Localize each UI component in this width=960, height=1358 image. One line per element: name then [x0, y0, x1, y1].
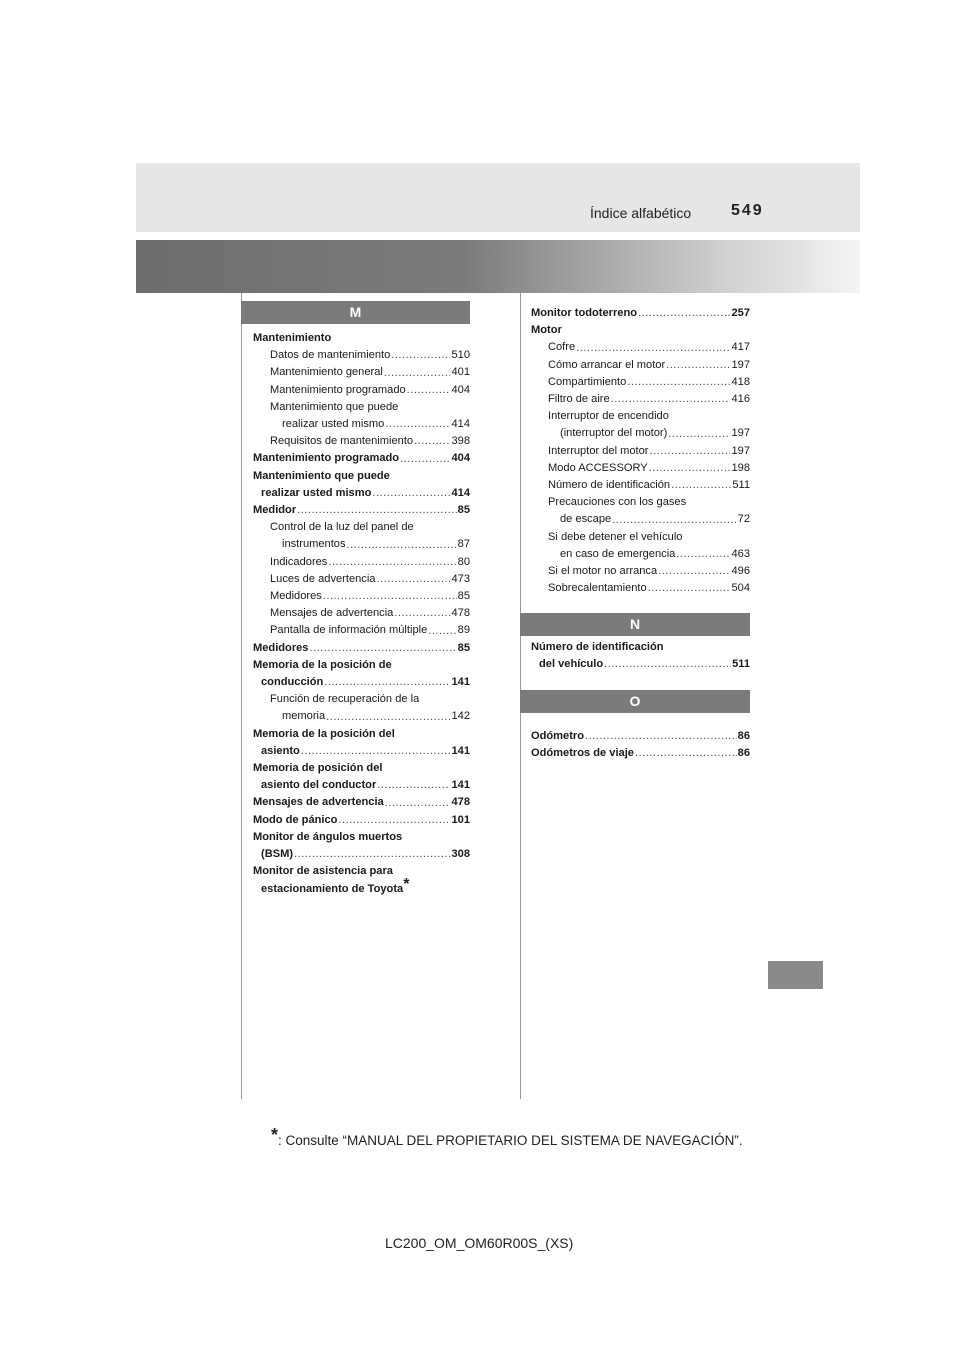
- index-entry: [253, 347, 470, 364]
- index-page-number: 308: [451, 848, 470, 861]
- index-entry: [531, 546, 750, 563]
- dot-leader: [612, 512, 736, 529]
- index-heading-text: Memoria de la posición del: [253, 727, 395, 740]
- dot-leader: [658, 563, 730, 580]
- index-page-number: 141: [451, 744, 470, 757]
- dot-leader: [385, 416, 450, 433]
- index-entry-text: de escape: [560, 513, 612, 526]
- page-number: 549: [731, 202, 764, 219]
- index-entry-text: instrumentos: [282, 538, 346, 551]
- index-heading-text: Mantenimiento que puede: [270, 400, 399, 413]
- index-entry-text: Mensajes de advertencia: [253, 796, 384, 809]
- dot-leader: [414, 433, 450, 450]
- gradient-banner: [136, 240, 860, 293]
- index-heading-text: Precauciones con los gases: [548, 496, 687, 509]
- section-header-n: N: [520, 613, 750, 636]
- index-page-number: 401: [451, 366, 470, 379]
- dot-leader: [650, 443, 731, 460]
- index-page-number: 404: [451, 452, 470, 465]
- index-page-number: 510: [451, 349, 470, 362]
- index-heading: [253, 519, 470, 536]
- index-entry-text: Medidores: [270, 590, 322, 603]
- dot-leader: [377, 777, 450, 794]
- footnote-star: *: [271, 1125, 279, 1145]
- dot-leader: [391, 347, 450, 364]
- column-divider-left: [241, 293, 242, 1099]
- index-heading: [531, 639, 750, 656]
- index-page-number: 197: [731, 358, 750, 371]
- index-entry: [253, 588, 470, 605]
- index-entry-text: realizar usted mismo: [282, 418, 385, 431]
- index-heading-text: Motor: [531, 324, 562, 337]
- index-heading-text: Número de identificación: [531, 641, 664, 653]
- index-heading-text: Memoria de posición del: [253, 762, 383, 775]
- dot-leader: [324, 674, 450, 691]
- index-heading: [253, 875, 470, 898]
- index-entry: [253, 502, 470, 519]
- index-page-number: 414: [451, 418, 470, 431]
- index-heading: [531, 322, 750, 339]
- index-entry-text: Cofre: [548, 341, 576, 354]
- index-entry-text: Indicadores: [270, 555, 328, 568]
- index-page-number: 198: [731, 461, 750, 474]
- dot-leader: [297, 502, 457, 519]
- index-entry-text: Mantenimiento programado: [270, 383, 406, 396]
- index-entry: [253, 812, 470, 829]
- index-heading-text: Mantenimiento que puede: [253, 469, 390, 482]
- dot-leader: [384, 365, 451, 382]
- index-entry: [253, 554, 470, 571]
- index-entry: [253, 708, 470, 725]
- index-entry-text: conducción: [261, 676, 324, 689]
- index-heading-text: Memoria de la posición de: [253, 658, 392, 671]
- index-entry-text: Pantalla de información múltiple: [270, 624, 428, 637]
- index-page-number: 463: [731, 547, 750, 560]
- index-entry-text: memoria: [282, 710, 326, 723]
- header-band: [136, 163, 860, 232]
- index-page-number: 504: [731, 582, 750, 595]
- index-entry: [531, 443, 750, 460]
- index-heading-text: Monitor de ángulos muertos: [253, 830, 403, 843]
- index-heading-text: Si debe detener el vehículo: [548, 530, 683, 543]
- index-page-number: 101: [451, 813, 470, 826]
- index-entry: [253, 364, 470, 381]
- index-page-number: 511: [732, 479, 750, 492]
- index-entry: [253, 382, 470, 399]
- index-entry-text: Requisitos de mantenimiento: [270, 435, 414, 448]
- index-page-number: 141: [451, 676, 470, 689]
- index-heading: [531, 529, 750, 546]
- index-heading: [253, 691, 470, 708]
- index-entry: [253, 743, 470, 760]
- dot-leader: [309, 640, 456, 657]
- index-entry: [531, 580, 750, 597]
- index-entry: [531, 477, 750, 494]
- dot-leader: [407, 382, 451, 399]
- index-entry: [253, 794, 470, 811]
- index-entry: [531, 745, 750, 762]
- dot-leader: [676, 546, 730, 563]
- dot-leader: [347, 537, 457, 554]
- index-entry: [253, 416, 470, 433]
- index-page-number: 141: [451, 779, 470, 792]
- section-header-m: M: [241, 301, 470, 324]
- index-entry: [253, 640, 470, 657]
- index-entry-text: Medidor: [253, 504, 297, 517]
- index-entry-text: en caso de emergencia: [560, 547, 676, 560]
- index-page-number: 142: [451, 710, 470, 723]
- index-entry-text: asiento del conductor: [261, 779, 377, 792]
- index-entry-text: Si el motor no arranca: [548, 565, 658, 578]
- index-entry-text: Modo ACCESSORY: [548, 461, 648, 474]
- dot-leader: [648, 580, 731, 597]
- dot-leader: [666, 357, 730, 374]
- index-entry-text: Monitor todoterreno: [531, 307, 637, 319]
- index-entry: [531, 357, 750, 374]
- index-entry-text: asiento: [261, 744, 300, 757]
- index-heading: [253, 726, 470, 743]
- index-entry-text: Mensajes de advertencia: [270, 607, 394, 620]
- index-heading: [531, 494, 750, 511]
- dot-leader: [372, 485, 450, 502]
- index-page-number: 87: [457, 538, 470, 551]
- index-heading-text: Control de la luz del panel de: [270, 521, 414, 534]
- dot-leader: [328, 554, 456, 571]
- index-page-number: 414: [451, 486, 470, 499]
- index-entry: [531, 374, 750, 391]
- index-column-right-n: [531, 639, 750, 673]
- index-heading: [253, 760, 470, 777]
- dot-leader: [671, 477, 731, 494]
- dot-leader: [394, 605, 450, 622]
- index-page-number: 257: [731, 307, 750, 319]
- dot-leader: [627, 374, 730, 391]
- index-page-number: 496: [731, 565, 750, 578]
- index-heading: [253, 863, 470, 880]
- dot-leader: [326, 709, 450, 726]
- index-page-number: 418: [731, 375, 750, 388]
- dot-leader: [323, 588, 457, 605]
- index-entry: [531, 563, 750, 580]
- index-entry: [253, 777, 470, 794]
- dot-leader: [385, 795, 451, 812]
- index-entry-text: Cómo arrancar el motor: [548, 358, 666, 371]
- dot-leader: [611, 391, 731, 408]
- index-entry: [531, 305, 750, 322]
- index-entry-text: Número de identificación: [548, 479, 671, 492]
- index-page-number: 398: [451, 435, 470, 448]
- index-entry-text: Compartimiento: [548, 375, 627, 388]
- index-entry-text: Datos de mantenimiento: [270, 349, 391, 362]
- index-heading-text: Interruptor de encendido: [548, 410, 669, 423]
- index-entry-text: Odómetros de viaje: [531, 747, 634, 760]
- footnote: [271, 1125, 743, 1148]
- dot-leader: [301, 743, 451, 760]
- index-heading: [253, 829, 470, 846]
- index-page-number: 86: [737, 730, 750, 742]
- index-entry: [253, 846, 470, 863]
- index-entry-text: Odómetro: [531, 730, 585, 742]
- index-entry: [531, 511, 750, 528]
- dot-leader: [428, 623, 456, 640]
- index-page-number: 72: [737, 513, 750, 526]
- index-entry-text: del vehículo: [539, 658, 604, 671]
- index-entry-text: Medidores: [253, 641, 309, 654]
- index-column-right: [531, 305, 750, 597]
- dot-leader: [585, 728, 737, 745]
- dot-leader: [668, 426, 730, 443]
- index-heading: [253, 399, 470, 416]
- index-page-number: 417: [731, 341, 750, 354]
- index-entry: [531, 656, 750, 673]
- index-heading: [253, 468, 470, 485]
- index-entry-text: Mantenimiento general: [270, 366, 383, 379]
- index-page-number: 478: [451, 607, 470, 620]
- index-entry: [531, 728, 750, 745]
- dot-leader: [604, 656, 731, 673]
- index-column-right-o: [531, 728, 750, 762]
- index-page-number: 197: [731, 444, 750, 457]
- index-entry-text: (interruptor del motor): [560, 427, 668, 440]
- footnote-star-marker: *: [403, 875, 410, 893]
- index-page-number: 85: [457, 641, 470, 654]
- dot-leader: [649, 460, 731, 477]
- index-heading: [531, 408, 750, 425]
- index-page-number: 404: [451, 383, 470, 396]
- index-entry: [253, 536, 470, 553]
- index-heading: [253, 330, 470, 347]
- index-entry: [253, 674, 470, 691]
- index-heading-text: Monitor de asistencia para: [253, 865, 393, 878]
- index-entry-text: Interruptor del motor: [548, 444, 649, 457]
- index-page-number: 416: [731, 393, 750, 406]
- index-page-number: 89: [457, 624, 470, 637]
- index-entry: [253, 622, 470, 639]
- index-page-number: 478: [451, 796, 470, 809]
- index-entry-text: Filtro de aire: [548, 393, 610, 406]
- index-heading-text: estacionamiento de Toyota: [261, 882, 404, 895]
- dot-leader: [376, 571, 450, 588]
- index-page-number: 85: [457, 504, 470, 517]
- index-column-left: [253, 330, 470, 898]
- index-entry: [531, 339, 750, 356]
- page-title: Índice alfabético: [590, 205, 692, 221]
- index-entry: [531, 460, 750, 477]
- index-entry-text: Modo de pánico: [253, 813, 338, 826]
- footer-code: LC200_OM_OM60R00S_(XS): [385, 1235, 574, 1251]
- index-heading-text: Mantenimiento: [253, 332, 332, 344]
- index-page-number: 511: [732, 658, 750, 671]
- index-entry: [253, 485, 470, 502]
- index-entry: [253, 605, 470, 622]
- index-entry-text: realizar usted mismo: [261, 486, 372, 499]
- footnote-text: : Consulte “MANUAL DEL PROPIETARIO DEL SISTEMA DE NAVEGACIÓN”.: [278, 1133, 743, 1148]
- index-page-number: 197: [731, 427, 750, 440]
- dot-leader: [576, 340, 730, 357]
- dot-leader: [635, 745, 737, 762]
- index-entry-text: (BSM): [261, 848, 294, 861]
- index-heading-text: Función de recuperación de la: [270, 693, 420, 706]
- index-page-number: 86: [737, 747, 750, 760]
- index-entry: [253, 433, 470, 450]
- index-entry: [253, 571, 470, 588]
- index-entry: [531, 425, 750, 442]
- index-page-number: 85: [457, 590, 470, 603]
- index-entry-text: Sobrecalentamiento: [548, 582, 647, 595]
- index-page-number: 473: [451, 572, 470, 585]
- index-entry: [531, 391, 750, 408]
- dot-leader: [338, 812, 450, 829]
- dot-leader: [294, 846, 450, 863]
- section-header-o: O: [520, 690, 750, 713]
- index-entry-text: Mantenimiento programado: [253, 452, 400, 465]
- index-entry-text: Luces de advertencia: [270, 572, 376, 585]
- index-entry: [253, 450, 470, 467]
- section-tab-marker: [768, 961, 823, 989]
- index-heading: [253, 657, 470, 674]
- index-page-number: 80: [457, 555, 470, 568]
- dot-leader: [638, 305, 730, 322]
- dot-leader: [400, 451, 450, 468]
